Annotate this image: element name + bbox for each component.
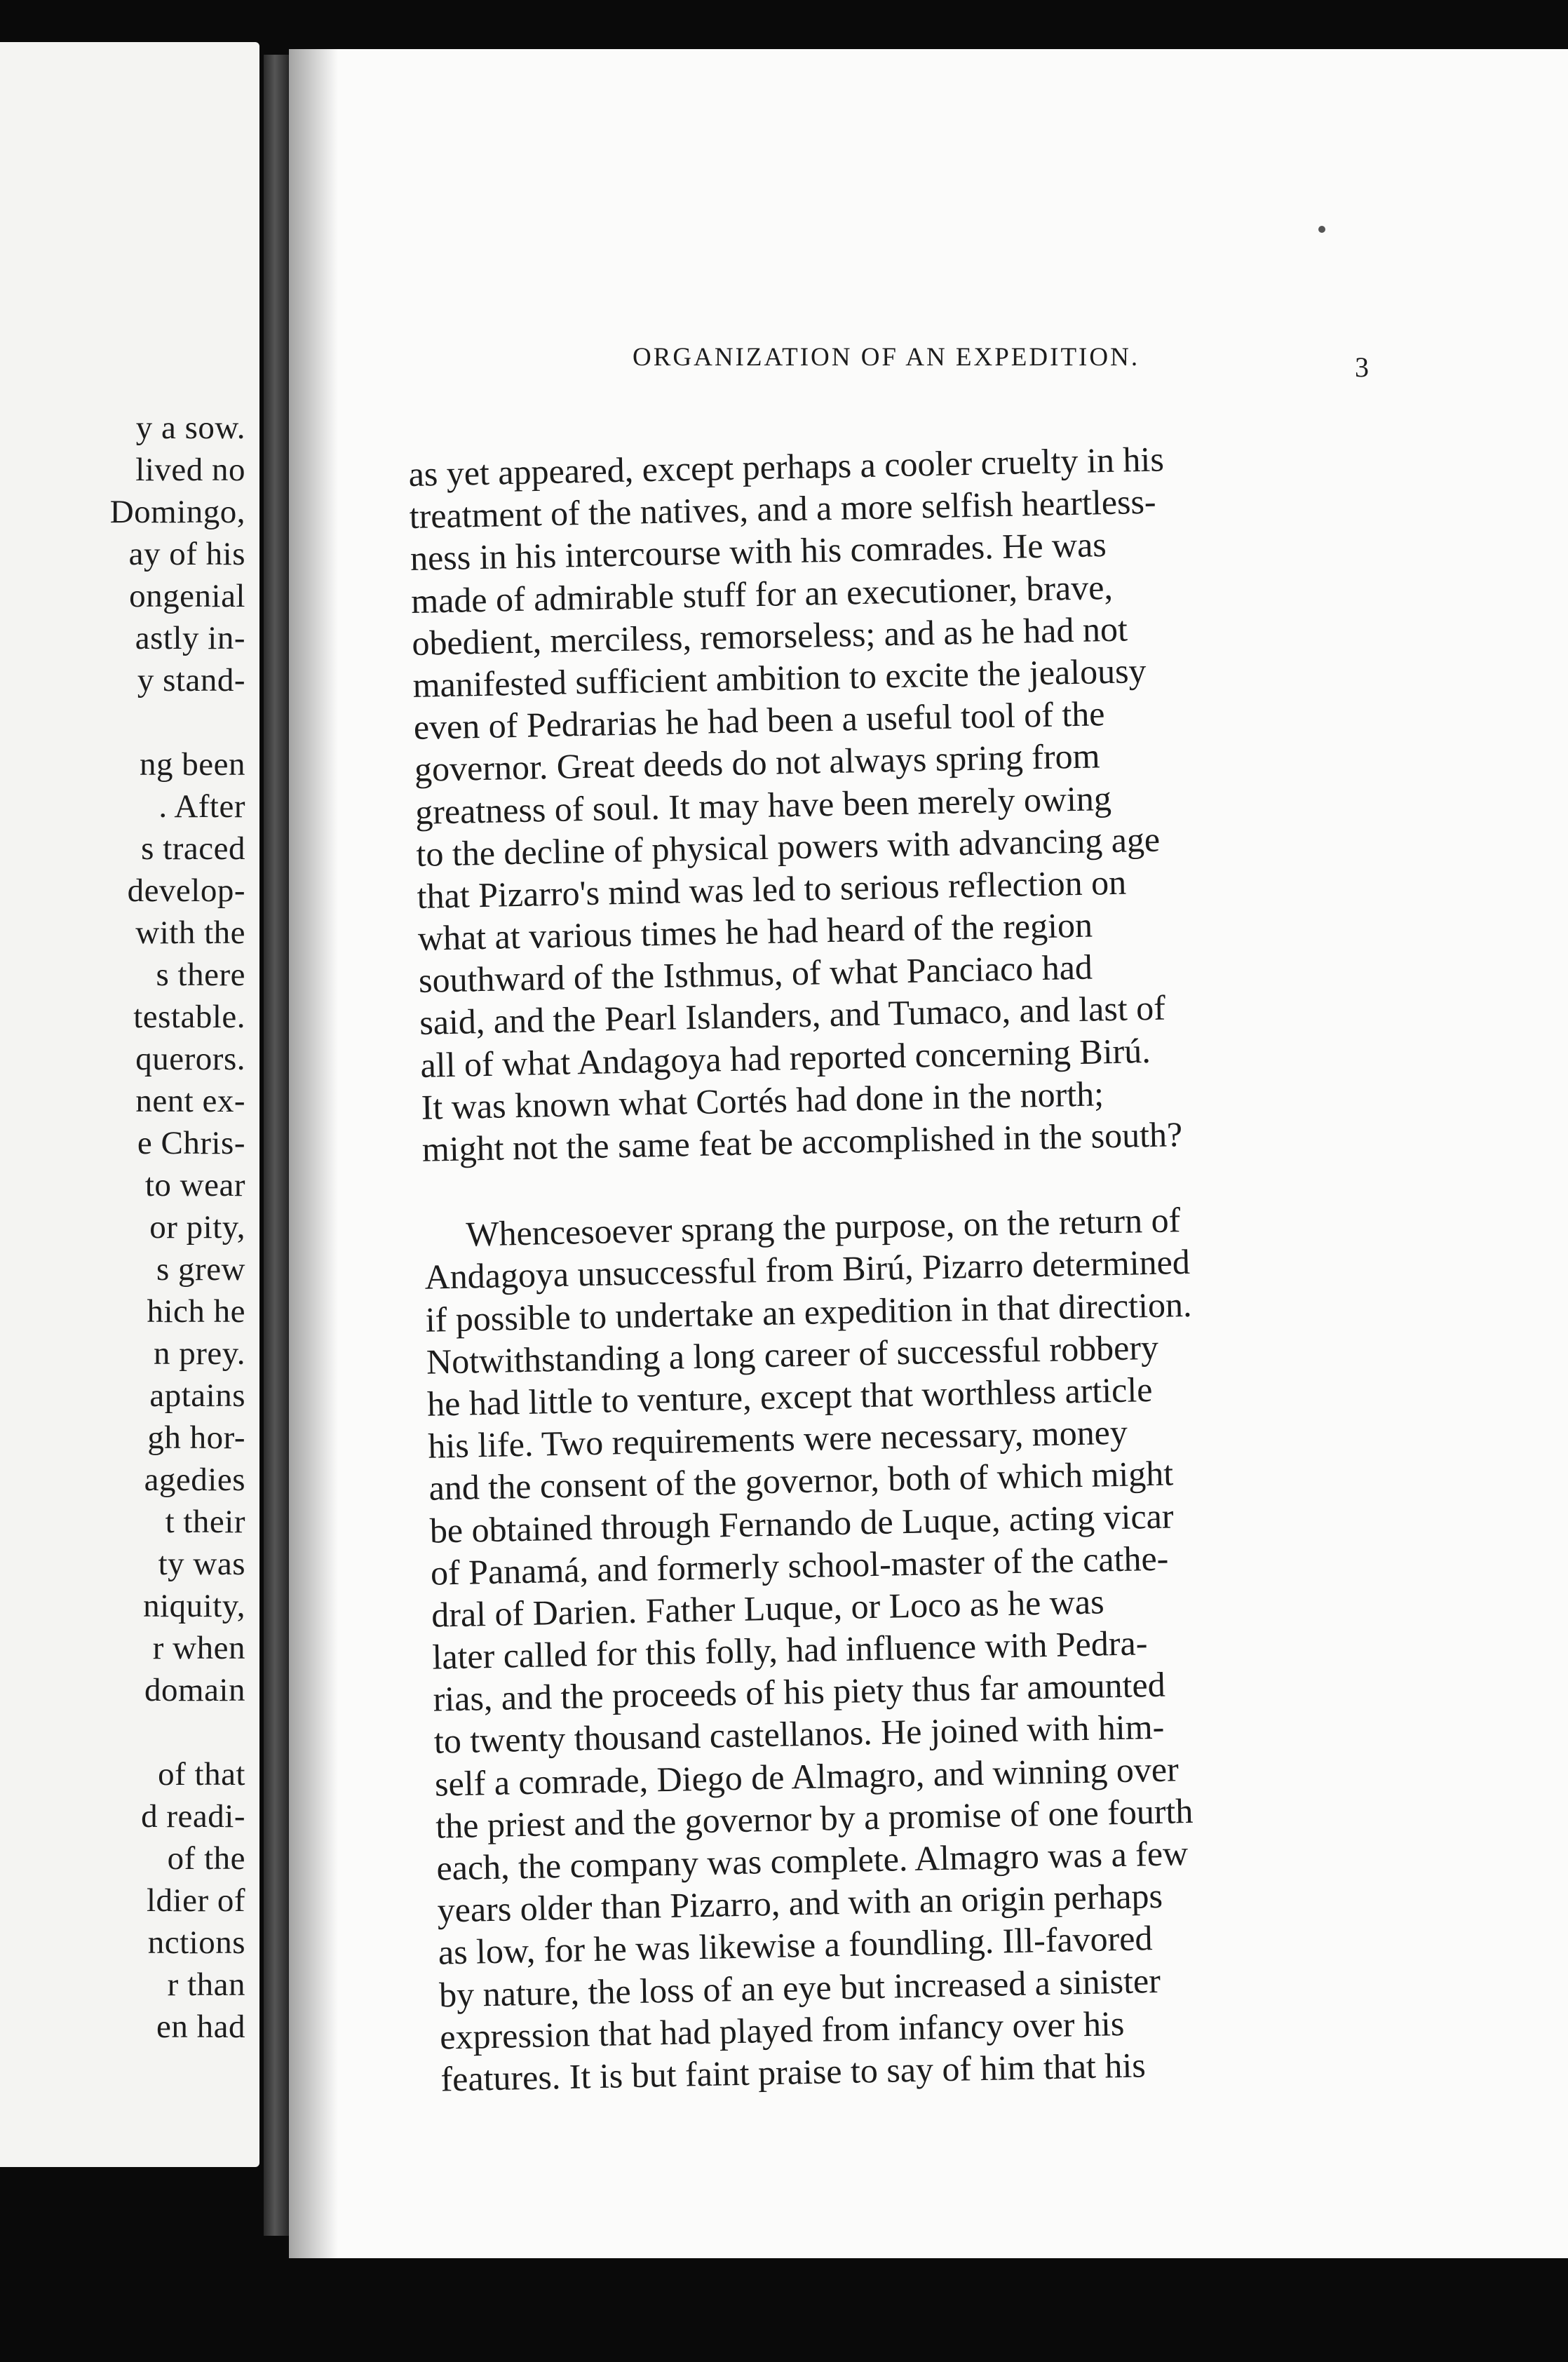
page-number: 3 — [1355, 351, 1369, 383]
text-line: rias, and the proceeds of his piety thus far amounted — [433, 1664, 1166, 1719]
left-page-line: domain — [144, 1672, 245, 1708]
book-spine — [264, 55, 292, 2236]
text-line: what at various times he had heard of the region — [417, 905, 1093, 958]
left-page-text — [0, 407, 252, 2048]
text-line: years older than Pizarro, and with an origin perhaps — [437, 1876, 1163, 1930]
left-page-line: n prey. — [154, 1335, 245, 1372]
text-line: expression that had played from infancy over his — [439, 2003, 1125, 2057]
left-page-line: hich he — [147, 1293, 245, 1330]
left-page-line — [0, 701, 252, 743]
left-page-line: y stand- — [137, 662, 245, 699]
left-page-line: with the — [135, 915, 245, 951]
left-page-line: ldier of — [146, 1882, 245, 1919]
running-head: ORGANIZATION OF AN EXPEDITION. — [633, 343, 1140, 372]
text-line: each, the company was complete. Almagro was a few — [435, 1833, 1189, 1888]
text-line: to the decline of physical powers with advancing age — [415, 819, 1161, 874]
text-line: treatment of the natives, and a more selfish heartless- — [409, 481, 1157, 536]
left-page-line: s grew — [156, 1251, 245, 1288]
text-line: It was known what Cortés had done in the north; — [421, 1074, 1104, 1127]
text-line: the priest and the governor by a promise of one fourth — [435, 1790, 1194, 1846]
text-line: to twenty thousand castellanos. He joined with him- — [433, 1707, 1165, 1762]
text-line: made of admirable stuff for an executioner, brave, — [410, 567, 1114, 621]
text-line: all of what Andagoya had reported concerning Birú. — [419, 1030, 1151, 1085]
left-page-line: testable. — [133, 999, 245, 1035]
text-line: and the consent of the governor, both of which might — [428, 1453, 1174, 1509]
left-page-line: . After — [158, 788, 245, 825]
left-page-line: ongenial — [129, 578, 245, 614]
text-line: if possible to undertake an expedition in that direction. — [425, 1284, 1192, 1339]
text-line: manifested sufficient ambition to excite the jealousy — [412, 650, 1147, 705]
text-line: Andagoya unsuccessful from Birú, Pizarro determined — [424, 1242, 1191, 1297]
left-page-line: develop- — [127, 872, 245, 909]
left-page-line: aptains — [149, 1377, 245, 1414]
text-line: said, and the Pearl Islanders, and Tumaco, and last of — [419, 987, 1166, 1043]
text-line: as low, for he was likewise a foundling. Ill-favored — [438, 1918, 1153, 1972]
paragraph — [424, 1189, 1568, 2100]
left-page-line: to wear — [144, 1167, 245, 1203]
text-line: even of Pedrarias he had been a useful tool of the — [413, 694, 1105, 748]
text-line: Whencesoever sprang the purpose, on the return of — [465, 1200, 1181, 1254]
text-line: might not the same feat be accomplished in the south? — [421, 1114, 1183, 1169]
left-page-line: agedies — [144, 1462, 245, 1498]
left-page-line: nctions — [147, 1924, 245, 1961]
text-line: ness in his intercourse with his comrades. He was — [410, 525, 1107, 579]
text-line: southward of the Isthmus, of what Panciaco had — [418, 947, 1093, 1001]
text-line: obedient, merciless, remorseless; and as he had not — [411, 609, 1128, 663]
text-line: governor. Great deeds do not always spring from — [414, 736, 1100, 790]
left-page-line: e Chris- — [137, 1125, 245, 1161]
left-page-line: ng been — [140, 746, 245, 783]
left-page-line: ty was — [158, 1546, 245, 1582]
left-page-line: ay of his — [128, 536, 245, 572]
left-page-line: y a sow. — [135, 410, 245, 446]
paragraph — [408, 428, 1568, 1170]
left-page-line: s traced — [141, 830, 245, 867]
page-speck — [1318, 226, 1325, 233]
left-page-line: of that — [158, 1756, 245, 1793]
left-page-line: niquity, — [143, 1588, 245, 1624]
left-page-line — [0, 1711, 252, 1753]
text-line: Notwithstanding a long career of successful robbery — [426, 1327, 1159, 1382]
text-line: greatness of soul. It may have been merely owing — [414, 778, 1112, 832]
text-line: self a comrade, Diego de Almagro, and winning over — [434, 1748, 1180, 1804]
left-page-line: s there — [156, 957, 245, 993]
text-line: later called for this folly, had influence with Pedra- — [431, 1623, 1148, 1677]
left-page-line: astly in- — [135, 620, 245, 656]
left-page-line: r when — [152, 1630, 245, 1666]
left-page-line: nent ex- — [135, 1083, 245, 1119]
left-page-line: of the — [167, 1840, 245, 1877]
left-page-line: d readi- — [141, 1798, 245, 1835]
body-text — [408, 428, 1568, 2100]
text-line: of Panamá, and formerly school-master of the cathe- — [430, 1538, 1169, 1593]
text-line: be obtained through Fernando de Luque, acting vicar — [429, 1495, 1174, 1551]
text-line: his life. Two requirements were necessary, money — [427, 1412, 1128, 1466]
left-page-line: t their — [165, 1504, 245, 1540]
left-page-line: querors. — [135, 1041, 245, 1077]
text-line: dral of Darien. Father Luque, or Loco as he was — [431, 1581, 1104, 1635]
text-line: by nature, the loss of an eye but increased a sinister — [438, 1960, 1161, 2015]
left-page-line: r than — [167, 1966, 245, 2003]
text-line: he had little to venture, except that worthless article — [426, 1369, 1153, 1424]
text-line: that Pizarro's mind was led to serious reflection on — [417, 862, 1127, 916]
left-page-line: lived no — [135, 452, 245, 488]
text-line: as yet appeared, except perhaps a cooler cruelty in his — [408, 439, 1165, 494]
right-page — [289, 49, 1568, 2258]
left-page-line: gh hor- — [147, 1419, 245, 1456]
text-line: features. It is but faint praise to say of him that his — [440, 2045, 1147, 2099]
page-gutter-shadow — [289, 49, 338, 2258]
left-page-line: or pity, — [149, 1209, 245, 1246]
left-page — [0, 42, 259, 2167]
left-page-line: en had — [156, 2009, 245, 2045]
left-page-line: Domingo, — [109, 494, 245, 530]
